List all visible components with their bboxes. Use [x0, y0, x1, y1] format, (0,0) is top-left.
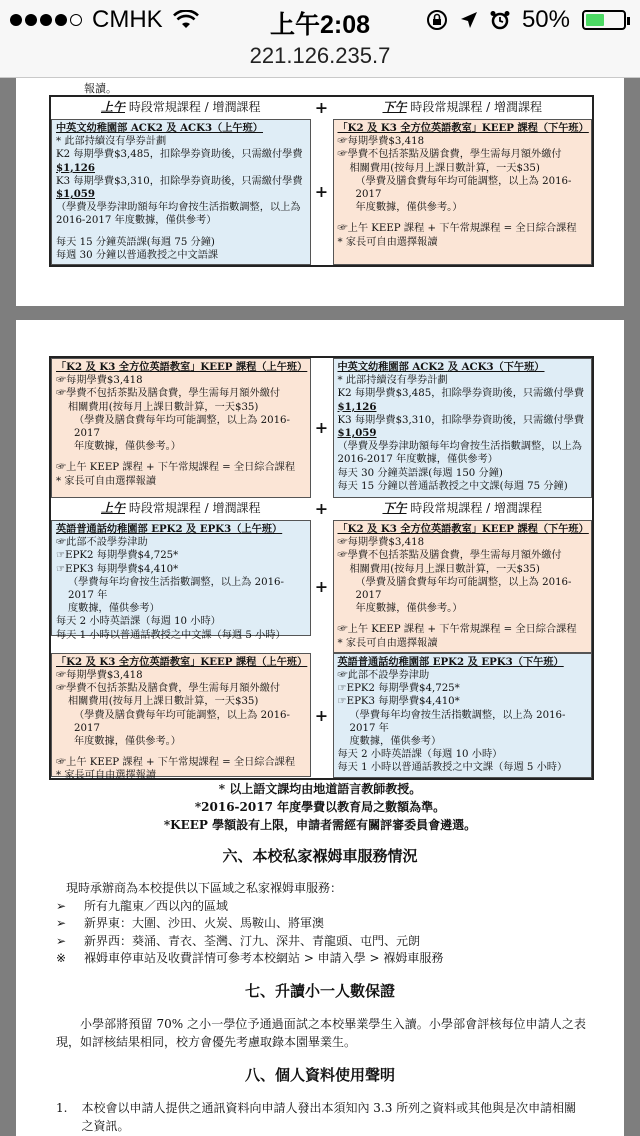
section-6-body: 現時承辦商為本校提供以下區域之私家褓姆車服務： ➢ 所有九龍東／西以內的區域 ➢ 新界東：大圍、沙田、火炭、馬鞍山、將軍澳 ➢ 新界西：葵涌、青衣、荃灣、汀九、深井、青龍頭、屯門、元朗 ※ 褓姆車停車站及收費詳情可參考本校網站 > 申請入學 > 褓姆車服務: [56, 880, 586, 968]
section-7-body: 小學部將預留 70% 之小一學位予通過面試之本校畢業學生入讀。小學部會評核每位申請人之表現，如評核結果相同，校方會優先考慮取錄本園畢業生。: [56, 1017, 586, 1049]
section-title: 六、本校私家褓姆車服務情況: [222, 847, 418, 865]
location-arrow-icon: [460, 11, 478, 29]
cell-keep-am: 「K2 及 K3 全方位英語教室」KEEP 課程（上午班） ☞每期學費$3,418 ☞學費不包括茶點及膳食費，學生需每月額外繳付 相關費用(按每月上課日數計算，一天$35) （學費及膳食費每年均可能調整，以上為 2016-2017 年度數據，僅供參考。） ☞上午 KEEP 課程 + 下午常規課程 = 全日綜合課程 * 家長可自由選擇報讀: [51, 358, 311, 498]
cell-ack-am: 中英文幼稚園部 ACK2 及 ACK3（上午班） * 此部持續沒有學券計劃 K2 每期學費$3,485，扣除學券資助後，只需繳付學費 $1,126 K3 每期學費$3,310，扣除學券資助後，只需繳付學費 $1,059 （學費及學券津助額每年均會按生活指數調整，以上為 2016-2017 年度數據，僅供參考） 每天 15 分鐘英語課(每週 75 分鐘) 每週 30 分鐘以普通教授之中文語課: [51, 119, 311, 265]
table-row: [51, 358, 592, 498]
cell-keep-pm: 「K2 及 K3 全方位英語教室」KEEP 課程（下午班） ☞每期學費$3,418 ☞學費不包括茶點及膳食費，學生需每月額外繳付 相關費用(按每月上課日數計算，一天$35) （學費及膳食費每年均可能調整，以上為 2016-2017 年度數據，僅供參考。） ☞上午 KEEP 課程 + 下午常規課程 = 全日綜合課程 * 家長可自由選擇報讀: [333, 520, 593, 653]
battery-percent: 50%: [521, 6, 570, 33]
list-item: ➢ 新界西：葵涌、青衣、荃灣、汀九、深井、青龍頭、屯門、元朗: [56, 933, 421, 948]
section-title: 七、升讀小一人數保證: [244, 982, 395, 1000]
list-item: ※ 褓姆車停車站及收費詳情可參考本校網站 > 申請入學 > 褓姆車服務: [56, 951, 444, 965]
course-table-2: [49, 356, 594, 780]
plus-sign: +: [311, 358, 333, 498]
header-am: 上午 時段常規課程 / 增潤課程: [100, 100, 261, 115]
table-header: [51, 498, 592, 520]
plus-sign: +: [311, 520, 333, 653]
cell-keep-pm: 「K2 及 K3 全方位英語教室」KEEP 課程（下午班） ☞每期學費$3,418 ☞學費不包括茶點及膳食費，學生需每月額外繳付 相關費用(按每月上課日數計算，一天$35) （學費及膳食費每年均可能調整，以上為 2016-2017 年度數據，僅供參考。） ☞上午 KEEP 課程 + 下午常規課程 = 全日綜合課程 * 家長可自由選擇報讀: [333, 119, 593, 265]
cell-epk-pm: 英語普通話幼稚園部 EPK2 及 EPK3（下午班） ☞此部不設學券津助 ☞EPK2 每期學費$4,725* ☞EPK3 每期學費$4,410* （學費每年均會按生活指數調整，以上為 2016-2017 年 度數據，僅供參考） 每天 2 小時英語課（每週 10 小時） 每天 1 小時以普通話教授之中文課（每週 5 小時）: [333, 653, 593, 778]
header-pm: 下午 時段常規課程 / 增潤課程: [382, 501, 542, 516]
plus-sign: +: [311, 119, 333, 265]
section-8-body: 1. 本校會以申請人提供之通訊資料向申請人發出本須知內 3.3 所列之資料或其他與是次申請相關之資訊。: [56, 1101, 577, 1133]
plus-sign: +: [314, 98, 329, 118]
cell-epk-am: 英語普通話幼稚園部 EPK2 及 EPK3（上午班） ☞此部不設學券津助 ☞EPK2 每期學費$4,725* ☞EPK3 每期學費$4,410* （學費每年均會按生活指數調整，以上為 2016-2017 年 度數據，僅供參考） 每天 2 小時英語課（每週 10 小時） 每天 1 小時以普通話教授之中文課（每週 5 小時）: [51, 520, 311, 636]
status-bar: [0, 0, 640, 40]
top-text: 報讀。: [84, 82, 117, 95]
table-row: [51, 119, 592, 265]
header-am: 上午 時段常規課程 / 增潤課程: [100, 501, 261, 516]
plus-sign: +: [311, 653, 333, 778]
list-item: ➢ 新界東：大圍、沙田、火炭、馬鞍山、將軍澳: [56, 916, 325, 930]
table-header: [51, 97, 592, 119]
header-pm: 下午 時段常規課程 / 增潤課程: [382, 100, 542, 115]
table-row: [51, 520, 592, 653]
table-row: [51, 653, 592, 782]
document-page-1: [16, 78, 624, 306]
alarm-icon: [490, 10, 510, 30]
battery-fill: [586, 14, 604, 26]
address-bar[interactable]: 221.126.235.7: [0, 40, 640, 78]
plus-sign: +: [314, 499, 329, 519]
course-table-1: [49, 95, 594, 267]
list-item: ➢ 所有九龍東／西以內的區域: [56, 898, 229, 913]
footnotes: * 以上語文課均由地道語言教師教授。 *2016-2017 年度學費以教育局之數額為準。 *KEEP 學額設有上限，申請者需經有關評審委員會遴選。: [163, 782, 477, 832]
rotation-lock-icon: [426, 9, 448, 31]
clock: 上午2:08: [269, 11, 371, 39]
carrier-name: CMHK: [92, 6, 163, 33]
document-page-2: [16, 320, 624, 1136]
section-title: 八、個人資料使用聲明: [244, 1066, 395, 1084]
battery-icon: [582, 10, 626, 30]
cell-keep-am: 「K2 及 K3 全方位英語教室」KEEP 課程（上午班） ☞每期學費$3,418 ☞學費不包括茶點及膳食費，學生需每月額外繳付 相關費用(按每月上課日數計算，一天$35) （學費及膳食費每年均可能調整，以上為 2016-2017 年度數據，僅供參考。） ☞上午 KEEP 課程 + 下午常規課程 = 全日綜合課程 * 家長可自由選擇報讀: [51, 653, 311, 777]
cell-ack-pm: 中英文幼稚園部 ACK2 及 ACK3（下午班） * 此部持續沒有學券計劃 K2 每期學費$3,485，扣除學券資助後，只需繳付學費 $1,126 K3 每期學費$3,310，扣除學券資助後，只需繳付學費 $1,059 （學費及學券津助額每年均會按生活指數調整，以上為 2016-2017 年度數據，僅供參考） 每天 30 分鐘英語課(每週 150 分鐘) 每天 15 分鐘以普通話教授之中文課(每週 75 分鐘): [333, 358, 593, 498]
